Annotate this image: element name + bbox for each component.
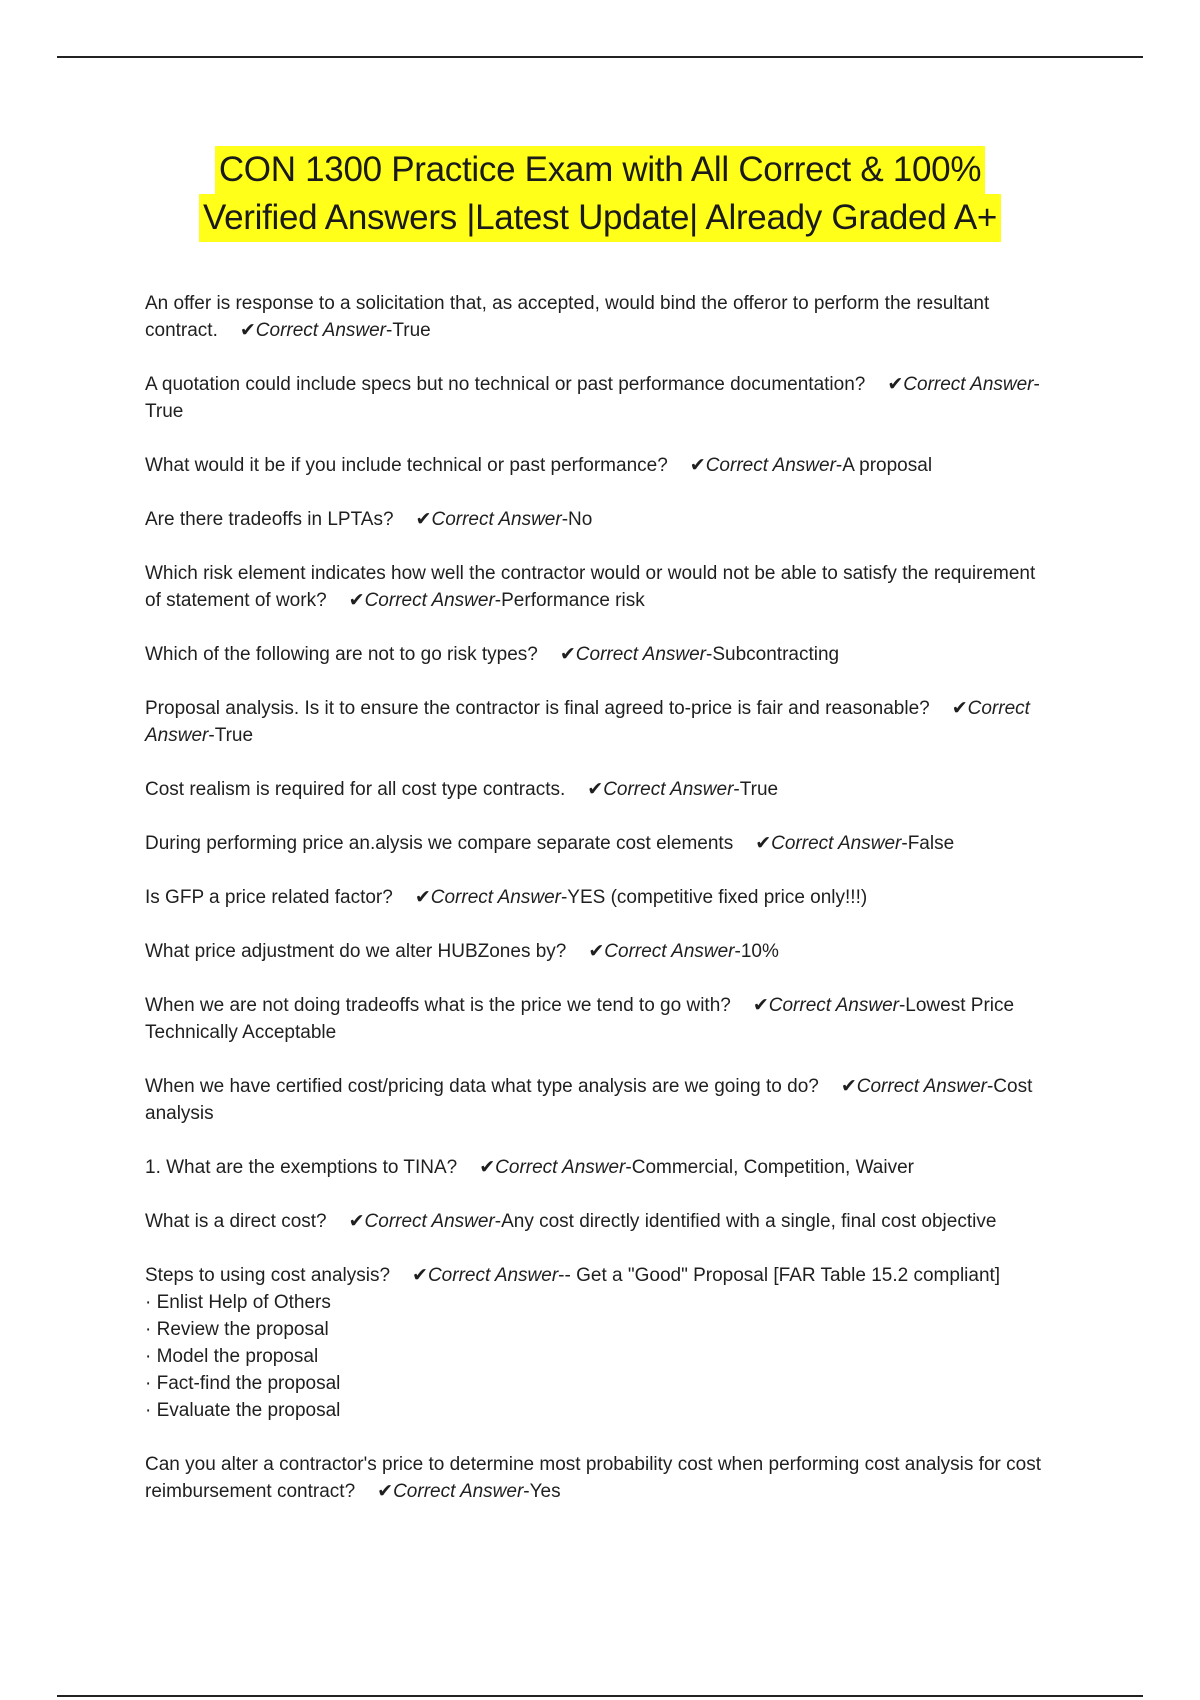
qa-item: Is GFP a price related factor? ✔Correct Answer-YES (competitive fixed price only!!!) [145,887,868,908]
question-text: Which risk element indicates how well the contractor would or would not be able to satisfy the requirement of statement of work? [145,563,1036,611]
answer-label: Correct Answer [768,995,899,1016]
check-icon: ✔ [588,941,605,962]
qa-item: What would it be if you include technical or past performance? ✔Correct Answer-A proposal [145,455,933,476]
qa-item: What price adjustment do we alter HUBZones by? ✔Correct Answer-10% [145,941,779,962]
question-text: What is a direct cost? [145,1211,327,1232]
step-text: Fact-find the proposal [156,1373,341,1394]
answer-text: True [739,779,779,800]
check-icon: ✔ [689,455,706,476]
answer-label: Correct Answer [705,455,836,476]
check-icon: ✔ [887,374,904,395]
qa-item: What is a direct cost? ✔Correct Answer-Any cost directly identified with a single, final cost objective [145,1211,997,1232]
question-text: Cost realism is required for all cost type contracts. [145,779,566,800]
question-text: A quotation could include specs but no technical or past performance documentation? [145,374,866,395]
check-icon: ✔ [414,887,431,908]
answer-label: Correct Answer [495,1157,626,1178]
check-icon: ✔ [479,1157,496,1178]
answer-label: Correct Answer [145,698,1030,746]
question-text: Which of the following are not to go risk types? [145,644,538,665]
check-icon: ✔ [348,1211,365,1232]
title-line-2: Verified Answers |Latest Update| Already Graded A+ [199,194,1001,242]
qa-item: When we have certified cost/pricing data what type analysis are we going to do? ✔Correct Answer-Cost analysis [145,1076,1033,1124]
answer-label: Correct Answer [604,941,735,962]
answer-label: Correct Answer [364,590,495,611]
answer-text: Subcontracting [712,644,840,665]
check-icon: ✔ [559,644,576,665]
answer-text: Cost analysis [145,1076,1033,1124]
check-icon: ✔ [951,698,968,719]
check-icon: ✔ [377,1481,394,1502]
step-item [145,1316,1045,1343]
check-icon: ✔ [415,509,432,530]
qa-item: A quotation could include specs but no technical or past performance documentation? ✔Correct Answer-True [145,374,1040,422]
answer-text: False [907,833,955,854]
answer-text: True [145,401,184,422]
answer-text: 10% [740,941,779,962]
answer-label: Correct Answer [575,644,707,665]
document-title [0,146,1200,242]
qa-item: 1. What are the exemptions to TINA? ✔Correct Answer-Commercial, Competition, Waiver [145,1157,914,1178]
qa-item: Are there tradeoffs in LPTAs? ✔Correct Answer-No [145,509,593,530]
answer-text: True [392,320,431,341]
question-text: When we have certified cost/pricing data what type analysis are we going to do? [145,1076,819,1097]
answer-label: Correct Answer [603,779,734,800]
bottom-rule [57,1695,1143,1697]
answer-text: Yes [529,1481,561,1502]
answer-text: A proposal [842,455,933,476]
title-line-1: CON 1300 Practice Exam with All Correct & 100% [215,146,985,194]
answer-text: Lowest Price Technically Acceptable [145,995,1015,1043]
question-text: Proposal analysis. Is it to ensure the contractor is final agreed to-price is fair and reasonable? [145,698,930,719]
answer-label: Correct Answer [903,374,1034,395]
qa-item: Steps to using cost analysis? ✔Correct Answer-- Get a "Good" Proposal [FAR Table 15.2 compliant] · Enlist Help of Others · Review the proposal · Model the proposal · Fact-find the proposal · Evaluate the proposal [145,1262,1045,1424]
answer-text: No [568,509,593,530]
check-icon: ✔ [239,320,256,341]
check-icon: ✔ [348,590,365,611]
question-text: Steps to using cost analysis? [145,1265,391,1286]
step-text: Evaluate the proposal [156,1400,341,1421]
step-item [145,1370,1045,1397]
qa-item: Which of the following are not to go risk types? ✔Correct Answer-Subcontracting [145,644,840,665]
qa-item: Proposal analysis. Is it to ensure the contractor is final agreed to-price is fair and reasonable? ✔Correct Answer-True [145,698,1030,746]
answer-text: - Get a "Good" Proposal [FAR Table 15.2 compliant] [564,1265,1001,1286]
qa-item: Can you alter a contractor's price to determine most probability cost when performing cost analysis for cost reimbursement contract? ✔Correct Answer-Yes [145,1454,1041,1502]
answer-label: Correct Answer [430,887,561,908]
step-item [145,1397,1045,1424]
qa-item: An offer is response to a solicitation that, as accepted, would bind the offeror to perform the resultant contract. ✔Correct Answer-True [145,293,990,341]
question-text: 1. What are the exemptions to TINA? [145,1157,458,1178]
answer-text: True [214,725,254,746]
question-text: What price adjustment do we alter HUBZones by? [145,941,567,962]
qa-item: Which risk element indicates how well the contractor would or would not be able to satisfy the requirement of statement of work? ✔Correct Answer-Performance risk [145,563,1036,611]
question-text: Are there tradeoffs in LPTAs? [145,509,394,530]
step-item [145,1289,1045,1316]
step-item [145,1343,1045,1370]
answer-label: Correct Answer [427,1265,559,1286]
question-text: What would it be if you include technical or past performance? [145,455,668,476]
qa-item: Cost realism is required for all cost type contracts. ✔Correct Answer-True [145,779,779,800]
steps-list [145,1289,1045,1424]
answer-label: Correct Answer [431,509,562,530]
check-icon: ✔ [587,779,604,800]
answer-label: Correct Answer [364,1211,495,1232]
answer-text: Any cost directly identified with a single, final cost objective [501,1211,997,1232]
answer-label: Correct Answer [856,1076,987,1097]
check-icon: ✔ [840,1076,857,1097]
qa-item: During performing price an.alysis we compare separate cost elements ✔Correct Answer-False [145,833,955,854]
answer-label: Correct Answer [393,1481,524,1502]
answer-label: Correct Answer [255,320,387,341]
check-icon: ✔ [412,1265,428,1286]
question-text: When we are not doing tradeoffs what is the price we tend to go with? [145,995,731,1016]
check-icon: ✔ [752,995,769,1016]
answer-text: Commercial, Competition, Waiver [631,1157,914,1178]
step-text: Enlist Help of Others [156,1292,331,1313]
question-text: Can you alter a contractor's price to determine most probability cost when performing cost analysis for cost reimbursement contract? [145,1454,1041,1502]
step-text: Model the proposal [156,1346,319,1367]
answer-text: YES (competitive fixed price only!!!) [567,887,868,908]
check-icon: ✔ [755,833,772,854]
answer-text: Performance risk [501,590,645,611]
question-text: An offer is response to a solicitation that, as accepted, would bind the offeror to perform the resultant contract. [145,293,990,341]
qa-list [145,290,1045,1532]
step-text: Review the proposal [156,1319,329,1340]
top-rule [57,56,1143,58]
answer-label: Correct Answer [771,833,902,854]
question-text: Is GFP a price related factor? [145,887,393,908]
question-text: During performing price an.alysis we compare separate cost elements [145,833,734,854]
qa-item: When we are not doing tradeoffs what is the price we tend to go with? ✔Correct Answer-Lowest Price Technically Acceptable [145,995,1015,1043]
